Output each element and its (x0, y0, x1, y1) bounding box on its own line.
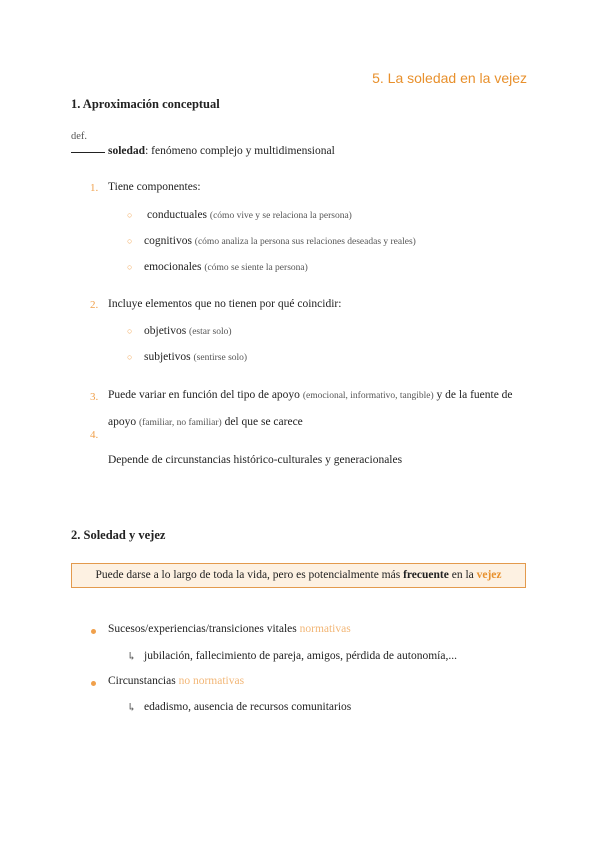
circle-bullet-icon: ○ (127, 210, 133, 220)
section1-heading: 1. Aproximación conceptual (71, 97, 220, 111)
circle-bullet-icon: ○ (127, 326, 133, 336)
item-paren: (emocional, informativo, tangible) (302, 391, 434, 401)
page-header-title: 5. La soledad en la vejez (372, 70, 527, 86)
item-number: 1. (90, 182, 99, 194)
sub-item (147, 209, 352, 221)
bullet-dot-icon (91, 681, 96, 686)
bullet-tag: normativas (299, 623, 351, 635)
bullet-subitem: jubilación, fallecimiento de pareja, amigos, pérdida de autonomía,... (144, 650, 457, 662)
sub-item (144, 261, 308, 273)
list-item (108, 389, 513, 401)
item-number: 2. (90, 299, 99, 311)
arrow-icon: ↳ (127, 702, 137, 714)
item-text: y de la fuente de (436, 389, 513, 401)
circle-bullet-icon: ○ (127, 262, 133, 272)
sub-item-paren: (sentirse solo) (193, 353, 248, 363)
sub-item-label: subjetivos (144, 351, 191, 363)
sub-item-paren: (cómo se siente la persona) (204, 263, 308, 273)
list-item-continuation (108, 416, 303, 428)
bullet-text: Circunstancias (108, 675, 176, 687)
item-text: Puede variar en función del tipo de apoyo (108, 389, 300, 401)
circle-bullet-icon: ○ (127, 236, 133, 246)
sub-item (144, 235, 416, 247)
sub-item-label: conductuales (147, 209, 208, 221)
sub-item-label: cognitivos (144, 235, 192, 247)
item-number: 4. (90, 429, 99, 441)
circle-bullet-icon: ○ (127, 352, 133, 362)
bullet-text: Sucesos/experiencias/transiciones vitales (108, 623, 297, 635)
item-text: apoyo (108, 416, 137, 428)
definition (108, 145, 335, 157)
sub-item-label: objetivos (144, 325, 187, 337)
list-item: Depende de circunstancias histórico-culturales y generacionales (108, 454, 403, 466)
highlight-pre: Puede darse a lo largo de toda la vida, pero es potencialmente más (95, 569, 401, 581)
list-item: Tiene componentes: (108, 181, 201, 193)
def-text: : fenómeno complejo y multidimensional (145, 145, 335, 157)
section2-heading: 2. Soledad y vejez (71, 528, 166, 542)
bullet-dot-icon (91, 629, 96, 634)
item-text: del que se carece (224, 416, 303, 428)
bullet-item (108, 623, 351, 635)
item-number: 3. (90, 391, 99, 403)
bullet-tag: no normativas (178, 675, 245, 687)
sub-item (144, 325, 232, 337)
arrow-icon: ↳ (127, 651, 137, 663)
sub-item-label: emocionales (144, 261, 202, 273)
def-term: soledad (108, 145, 146, 157)
sub-item-paren: (cómo analiza la persona sus relaciones deseadas y reales) (194, 237, 416, 247)
highlight-accent: vejez (476, 569, 502, 581)
sub-item (144, 351, 247, 363)
highlight-text (71, 563, 526, 588)
highlight-bold: frecuente (403, 569, 449, 581)
bullet-subitem: edadismo, ausencia de recursos comunitarios (144, 701, 352, 713)
sub-item-paren: (cómo vive y se relaciona la persona) (209, 211, 352, 221)
item-paren: (familiar, no familiar) (138, 418, 222, 428)
bullet-item (108, 675, 244, 687)
list-item: Incluye elementos que no tienen por qué coincidir: (108, 298, 342, 310)
highlight-mid: en la (451, 569, 474, 581)
def-label: def. (71, 131, 88, 142)
sub-item-paren: (estar solo) (189, 327, 232, 337)
definition-line (71, 152, 105, 153)
